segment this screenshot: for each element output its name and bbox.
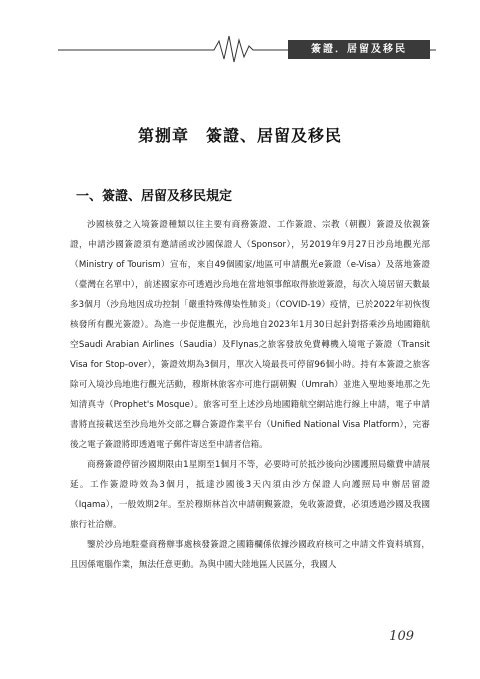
paragraph: 沙國核發之入境簽證種類以往主要有商務簽證、工作簽證、宗教（朝觀）簽證及依親簽證，申請沙國簽證須有邀請函或沙國保證人（Sponsor），另2019年9月27日沙烏地觀光部（Ministry of Tourism）宣布，來自49個國家/地區可申請觀光e簽證（e-Visa）及落地簽證（臺灣在名單中），前述國家亦可透過沙烏地在當地領事館取得旅遊簽證，每次入境居留天數最多3個月（沙烏地因成功控制「嚴重特殊傳染性肺炎」（COVID-19）疫情，已於2022年初恢復核發所有觀光簽證）。為進一步促進觀光，沙烏地自2023年1月30日起針對搭乘沙烏地國籍航空Saudi Arabian Airlines（Saudia）及Flynas之旅客發放免費轉機入境電子簽證（Transit Visa for Stop-over），簽證效期為3個月，單次入境最長可停留96個小時。持有本簽證之旅客除可入境沙烏地進行觀光活動，穆斯林旅客亦可進行副朝覲（Umrah）並進入聖地麥地那之先知清真寺（Prophet's Mosque）。旅客可至上述沙烏地國籍航空網站進行線上申請，電子申請書將直接載送至沙烏地外交部之聯合簽證作業平台（Unified National Visa Platform），完審後之電子簽證將即透過電子郵件寄送至申請者信箱。 (70, 220, 430, 450)
section-tag: 簽證．居留及移民 (288, 40, 430, 59)
page-number: 109 (389, 629, 414, 644)
paragraph: 商務簽證停留沙國期限由1星期至1個月不等，必要時可於抵沙後向沙國護照局繳費申請展延。工作簽證時效為3個月，抵達沙國後3天內須由沙方保證人向護照局申辦居留證（Iqama），一般效期2年。至於穆斯林首次申請朝覲簽證，免收簽證費，必須透過沙國及我國旅行社洽辦。 (70, 460, 430, 530)
chapter-title: 第捌章 簽證、居留及移民 (137, 126, 342, 145)
section-heading: 一、簽證、居留及移民規定 (76, 189, 233, 204)
body-text (70, 215, 430, 575)
heartbeat-line-icon (0, 0, 480, 70)
page-header (0, 0, 480, 70)
paragraph: 鑒於沙烏地駐臺商務辦事處核發簽證之國籍欄係依據沙國政府核可之申請文件資料填寫，且因係電腦作業，無法任意更動。為與中國大陸地區人民區分，我國人 (70, 540, 430, 570)
